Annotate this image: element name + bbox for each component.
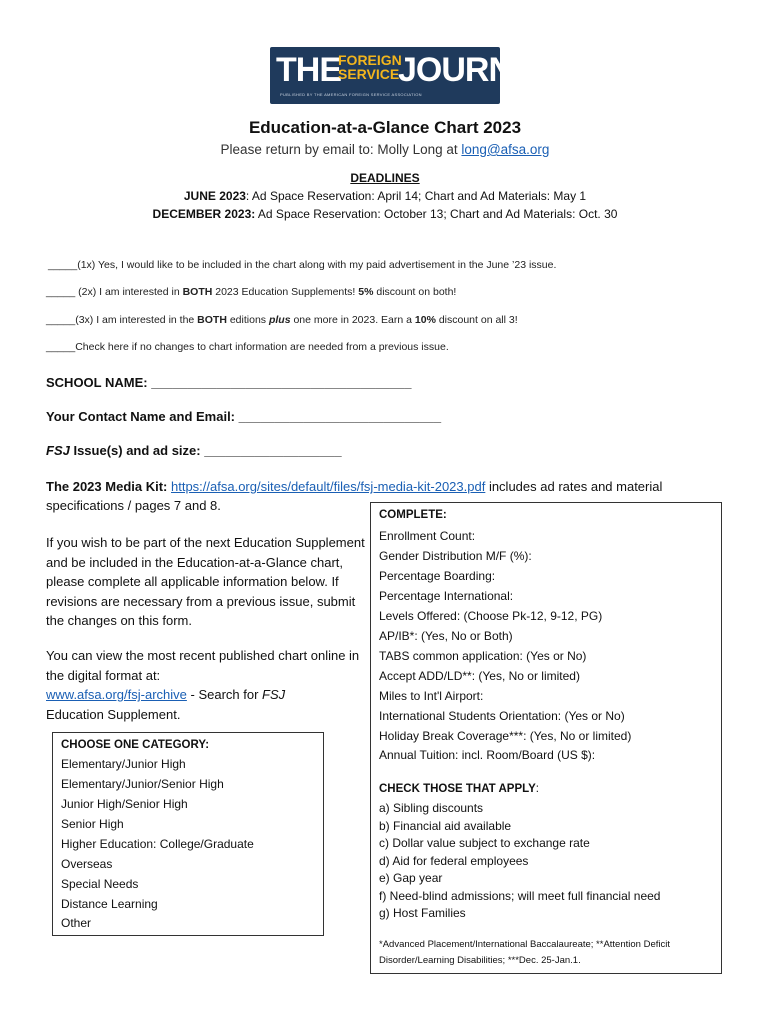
category-item[interactable]: Higher Education: College/Graduate	[61, 837, 254, 851]
december-deadline: DECEMBER 2023: Ad Space Reservation: October 13; Chart and Ad Materials: Oct. 30	[152, 207, 618, 221]
complete-line[interactable]: Percentage Boarding:	[379, 569, 496, 583]
complete-line[interactable]: Levels Offered: (Choose Pk-12, 9-12, PG)	[379, 609, 603, 623]
complete-line[interactable]: Holiday Break Coverage***: (Yes, No or limited)	[379, 729, 632, 743]
category-item[interactable]: Overseas	[61, 857, 113, 871]
school-name-field[interactable]: SCHOOL NAME: ____________________________________	[46, 375, 412, 390]
complete-line[interactable]: AP/IB*: (Yes, No or Both)	[379, 629, 513, 643]
category-item[interactable]: Junior High/Senior High	[61, 797, 188, 811]
issue-ad-size-field[interactable]: FSJ Issue(s) and ad size: ___________________	[46, 443, 342, 458]
complete-line[interactable]: Gender Distribution M/F (%):	[379, 549, 532, 563]
return-instructions: Please return by email to: Molly Long at long@afsa.org	[220, 142, 550, 157]
logo-journal: JOURNAL	[398, 51, 556, 89]
check-item[interactable]: d) Aid for federal employees	[379, 854, 529, 868]
option-3x[interactable]: _____(3x) I am interested in the BOTH editions plus one more in 2023. Earn a 10% discount on all 3!	[46, 314, 518, 326]
page-title: Education-at-a-Glance Chart 2023	[248, 118, 522, 137]
option-no-changes[interactable]: _____Check here if no changes to chart information are needed from a previous issue.	[46, 341, 449, 353]
return-email-link[interactable]: long@afsa.org	[461, 142, 550, 157]
media-kit-line: The 2023 Media Kit: https://afsa.org/sites/default/files/fsj-media-kit-2023.pdf includes ad rates and material specifications / pages 7 and 8.	[46, 479, 663, 513]
footnote: *Advanced Placement/International Baccalaureate; **Attention Deficit Disorder/Learning Disabilities; ***Dec. 25-Jan.1.	[379, 939, 670, 966]
category-box	[52, 732, 324, 936]
category-item[interactable]: Distance Learning	[61, 897, 158, 911]
journal-logo	[270, 47, 556, 104]
complete-line[interactable]: TABS common application: (Yes or No)	[379, 649, 587, 663]
category-item[interactable]: Other	[61, 916, 92, 930]
category-item[interactable]: Elementary/Junior/Senior High	[61, 777, 224, 791]
check-item[interactable]: f) Need-blind admissions; will meet full financial need	[379, 889, 661, 903]
deadlines-heading: DEADLINES	[350, 171, 420, 185]
archive-link[interactable]: www.afsa.org/fsj-archive	[46, 687, 187, 702]
check-heading: CHECK THOSE THAT APPLY:	[379, 783, 539, 795]
option-2x[interactable]: _____ (2x) I am interested in BOTH 2023 Education Supplements! 5% discount on both!	[46, 286, 457, 298]
logo-the: THE	[276, 51, 341, 89]
complete-line[interactable]: Annual Tuition: incl. Room/Board (US $):	[379, 748, 596, 762]
complete-line[interactable]: Accept ADD/LD**: (Yes, No or limited)	[379, 669, 580, 683]
complete-line[interactable]: Miles to Int'l Airport:	[379, 689, 484, 703]
check-item[interactable]: g) Host Families	[379, 906, 466, 920]
complete-line[interactable]: Enrollment Count:	[379, 529, 476, 543]
check-item[interactable]: b) Financial aid available	[379, 819, 512, 833]
complete-line[interactable]: Percentage International:	[379, 589, 514, 603]
category-heading: CHOOSE ONE CATEGORY:	[61, 739, 210, 751]
check-item[interactable]: c) Dollar value subject to exchange rate	[379, 836, 590, 850]
check-item[interactable]: a) Sibling discounts	[379, 801, 484, 815]
intro-paragraph: If you wish to be part of the next Education Supplement and be included in the Education-at-a-Glance chart, please complete all applicable information below. If revisions are necessary from a previous issue, submit the changes on this form.	[46, 535, 365, 628]
media-kit-link[interactable]: https://afsa.org/sites/default/files/fsj-media-kit-2023.pdf	[171, 479, 486, 494]
option-1x[interactable]: _____(1x) Yes, I would like to be included in the chart along with my paid advertisement in the June ’23 issue.	[48, 259, 557, 271]
logo-foreign-service: FOREIGN SERVICE	[338, 52, 402, 82]
complete-heading: COMPLETE:	[379, 509, 447, 521]
category-item[interactable]: Special Needs	[61, 877, 139, 891]
complete-box	[370, 502, 722, 974]
check-item[interactable]: e) Gap year	[379, 871, 443, 885]
category-item[interactable]: Elementary/Junior High	[61, 757, 186, 771]
logo-tagline: PUBLISHED BY THE AMERICAN FOREIGN SERVICE ASSOCIATION	[280, 92, 422, 97]
contact-field[interactable]: Your Contact Name and Email: ____________________________	[46, 409, 442, 424]
june-deadline: JUNE 2023: Ad Space Reservation: April 14; Chart and Ad Materials: May 1	[183, 189, 587, 203]
complete-line[interactable]: International Students Orientation: (Yes or No)	[379, 709, 625, 723]
category-item[interactable]: Senior High	[61, 817, 124, 831]
archive-paragraph: You can view the most recent published chart online in the digital format at: www.afsa.org/fsj-archive - Search for FSJ Education Supplement.	[46, 648, 360, 722]
